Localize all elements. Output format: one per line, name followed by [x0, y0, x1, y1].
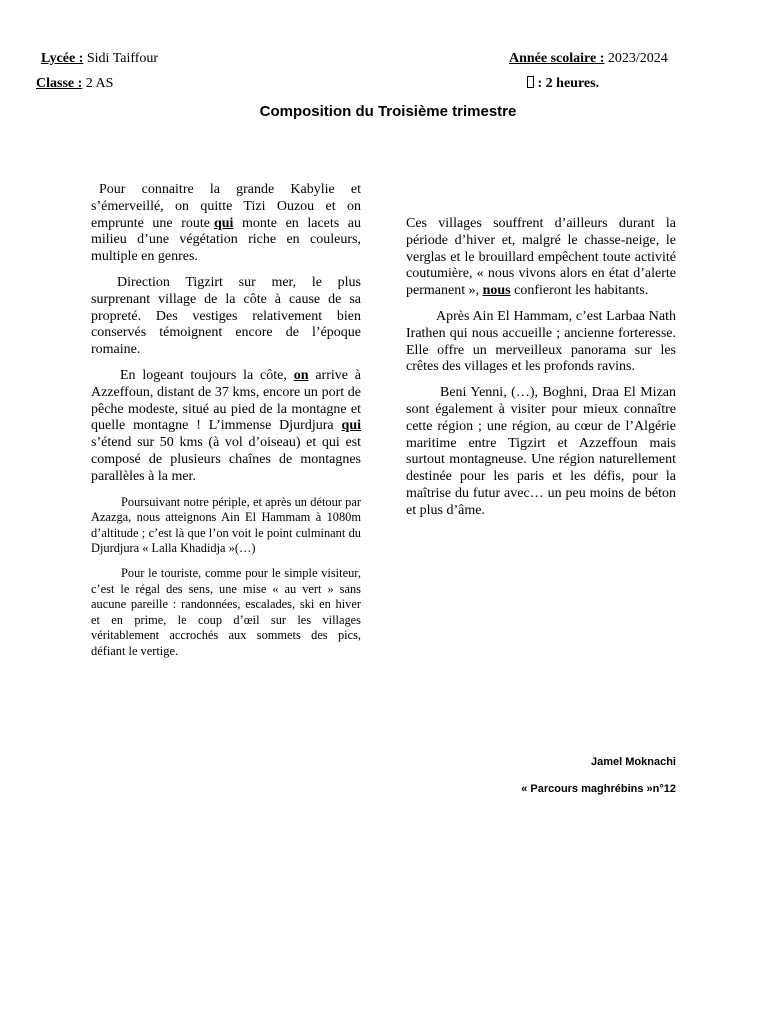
highlight-on: on: [293, 367, 309, 383]
lycee-line: [41, 51, 158, 67]
lycee-label: Lycée :: [41, 51, 84, 66]
left-paragraph-4: Poursuivant notre périple, et après un détour par Azazga, nous atteignons Ain El Hammam à 1080m d’altitude ; c’est là que l’on voit le point culminant du Djurdjura « Lalla Khadidja »(…): [91, 494, 361, 556]
annee-value: 2023/2024: [607, 51, 668, 66]
classe-value: 2 AS: [85, 76, 114, 91]
page-title: Composition du Troisième trimestre: [259, 103, 517, 120]
left-paragraph-3: En logeant toujours la côte, on arrive à Azzeffoun, distant de 37 kms, encore un port de pêche modeste, situé au pied de la montagne et quelle montagne ! L’immense Djurdjura qui s’étend sur 50 kms (à vol d’oiseau) et qui est composé de plusieurs chaînes de montagnes parallèles à la mer.: [91, 367, 362, 484]
lycee-value: Sidi Taiffour: [86, 51, 159, 66]
left-paragraph-1: Pour connaitre la grande Kabylie et s’émerveillé, on quitte Tizi Ouzou et on emprunte une route qui monte en lacets au milieu d’une végétation riche en couleurs, multiple en genres.: [91, 182, 361, 265]
clock-icon: [527, 76, 534, 88]
highlight-qui-2: qui: [341, 418, 362, 434]
annee-line: [509, 51, 668, 67]
right-paragraph-2: Après Ain El Hammam, c’est Larbaa Nath Irathen qui nous accueille ; ancienne forteresse. Elle offre un merveilleux panorama sur les crêtes des villages et les profonds ravins.: [406, 308, 676, 375]
highlight-nous: nous: [482, 283, 511, 299]
left-paragraph-5: Pour le touriste, comme pour le simple visiteur, c’est le régal des sens, une mise « au vert » sans aucune pareille : randonnées, escalades, ski en hiver et en prime, le coup d’œil sur les villages véritablement accrochés aux sommets des pics, défiant le vertige.: [91, 565, 361, 658]
right-column: [406, 216, 676, 529]
highlight-qui-1: qui: [213, 215, 234, 231]
classe-line: [36, 76, 113, 92]
classe-label: Classe :: [36, 76, 83, 91]
left-paragraph-2: Direction Tigzirt sur mer, le plus surprenant village de la côte à cause de sa propreté. Des vestiges relativement bien conservés témoignent encore de l’époque romaine.: [91, 274, 361, 358]
duree-line: [527, 76, 599, 92]
right-paragraph-1: Ces villages souffrent d’ailleurs durant la période d’hiver et, malgré le chasse-neige, le verglas et le brouillard empêchent toute activité coutumière, « nous vivons alors en état d’alerte permanent », nous confieront les habitants.: [406, 216, 676, 299]
left-column: [91, 182, 361, 668]
annee-label: Année scolaire :: [509, 51, 605, 66]
author-name: Jamel Moknachi: [591, 756, 676, 768]
duree-value: : 2 heures.: [537, 76, 600, 91]
right-paragraph-3: Beni Yenni, (…), Boghni, Draa El Mizan sont également à visiter pour mieux connaître cette région ; une région, au cœur de l’Algérie maritime entre Tigzirt et Azzeffoun mais surtout montagneuse. Une région naturellement destinée pour les paris et les défis, pour la maîtrise du futur avec… un peu moins de béton et plus d’âme.: [406, 385, 676, 518]
source-reference: « Parcours maghrébins »n°12: [521, 783, 676, 795]
